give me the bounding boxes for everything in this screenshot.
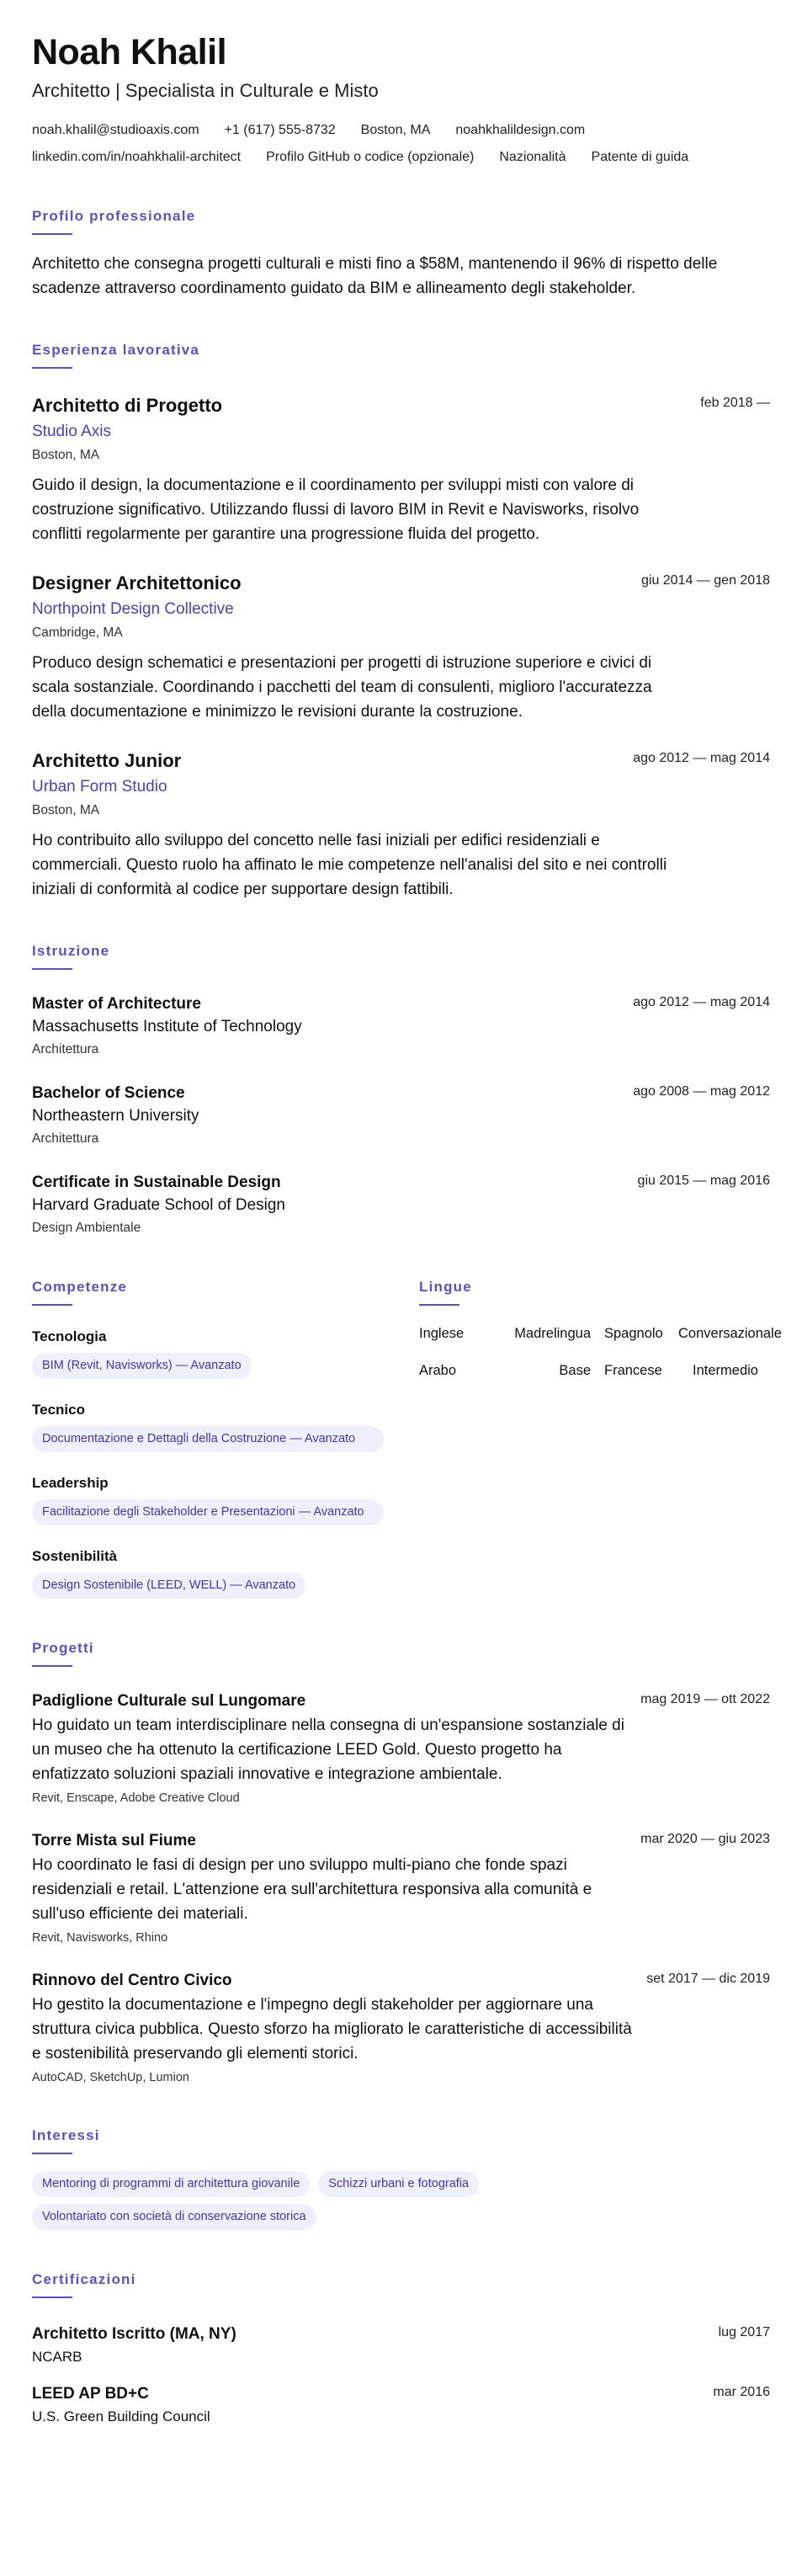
- language-table: [419, 1324, 782, 1380]
- job-description: Guido il design, la documentazione e il coordinamento per sviluppi misti con valore di costruzione significativo. Utilizzando flussi di lavoro BIM in Revit e Navisworks, risolvo conflitti regolarmente per garantire una progressione fluida del progetto.: [32, 476, 640, 543]
- contact-license: Patente di guida: [591, 150, 689, 164]
- section-title-skills: Competenze: [32, 1279, 128, 1295]
- interest-list: [32, 2171, 554, 2230]
- job-location: Boston, MA: [32, 803, 100, 817]
- section-title-summary: Profilo professionale: [32, 208, 196, 224]
- skill-pill: Documentazione e Dettagli della Costruzione — Avanzato: [32, 1426, 384, 1452]
- section-divider: [32, 367, 72, 369]
- education-date: ago 2012 — mag 2014: [633, 995, 770, 1009]
- interest-pill: Volontariato con società di conservazione storica: [32, 2204, 316, 2230]
- job-entry: [32, 572, 770, 724]
- skill-category: Tecnico: [32, 1402, 85, 1418]
- contact-location: Boston, MA: [360, 123, 431, 137]
- contact-phone[interactable]: +1 (617) 555-8732: [224, 123, 336, 137]
- section-divider: [32, 2297, 72, 2298]
- section-divider: [32, 1665, 72, 1667]
- summary-section: [32, 207, 770, 301]
- job-date: giu 2014 — gen 2018: [640, 573, 770, 588]
- education-degree: Certificate in Sustainable Design: [32, 1174, 281, 1191]
- candidate-name: Noah Khalil: [32, 32, 227, 72]
- skills-section: [32, 1278, 419, 1599]
- skill-pill: BIM (Revit, Navisworks) — Avanzato: [32, 1353, 252, 1379]
- language-level: Conversazionale: [678, 1326, 782, 1341]
- education-entry: [32, 993, 770, 1059]
- experience-section: [32, 341, 770, 902]
- project-title: Torre Mista sul Fiume: [32, 1832, 196, 1850]
- section-divider: [32, 968, 72, 970]
- certification-org: NCARB: [32, 2349, 82, 2365]
- language-level: Base: [559, 1363, 591, 1378]
- education-school: Harvard Graduate School of Design: [32, 1196, 285, 1214]
- project-date: mar 2020 — giu 2023: [640, 1832, 770, 1846]
- certification-name: Architetto Iscritto (MA, NY): [32, 2325, 236, 2343]
- language-name: Arabo: [419, 1363, 457, 1378]
- section-title-certifications: Certificazioni: [32, 2271, 136, 2287]
- project-description: Ho coordinato le fasi di design per uno sviluppo multi-piano che fonde spazi residenziali e retail. L'attenzione era sull'architettura responsiva alla comunità e sull'uso efficiente dei materiali.: [32, 1856, 592, 1923]
- skills-languages-row: [32, 1278, 782, 1599]
- education-entry: [32, 1172, 770, 1237]
- certification-org: U.S. Green Building Council: [32, 2408, 210, 2424]
- project-date: set 2017 — dic 2019: [646, 1972, 770, 1986]
- education-date: ago 2008 — mag 2012: [633, 1084, 770, 1099]
- resume-header: [32, 30, 770, 167]
- contact-list: [32, 121, 770, 167]
- contact-nationality: Nazionalità: [499, 150, 566, 164]
- section-title-experience: Esperienza lavorativa: [32, 342, 200, 358]
- language-name: Spagnolo: [604, 1326, 663, 1341]
- project-tools: Revit, Navisworks, Rhino: [32, 1931, 168, 1945]
- languages-section: [419, 1278, 782, 1599]
- job-description: Ho contribuito allo sviluppo del concetto nelle fasi iniziali per edifici residenziali e commerciali. Questo ruolo ha affinato le mie competenze nell'analisi del sito e nei controlli iniziali di conformità al codice per supportare design fattibili.: [32, 832, 667, 898]
- job-date: feb 2018 —: [700, 396, 770, 410]
- job-description: Produco design schematici e presentazioni per progetti di istruzione superiore e civici di scala sostanziale. Coordinando i pacchetti del team di consulenti, miglioro l'accuratezza della documentazione e minimizzo le revisioni durante la costruzione.: [32, 654, 652, 721]
- education-date: giu 2015 — mag 2016: [637, 1174, 770, 1188]
- project-description: Ho gestito la documentazione e l'impegno degli stakeholder per aggiornare una struttura civica pubblica. Questo sforzo ha migliorato le caratteristiche di accessibilità e sostenibilità preservando gli elementi storici.: [32, 1996, 632, 2062]
- job-entry: [32, 749, 770, 902]
- education-field: Design Ambientale: [32, 1221, 141, 1235]
- education-field: Architettura: [32, 1131, 99, 1146]
- candidate-headline: Architetto | Specialista in Culturale e Misto: [32, 80, 379, 101]
- job-title: Designer Architettonico: [32, 572, 242, 593]
- section-title-interests: Interessi: [32, 2127, 100, 2143]
- interest-pill: Mentoring di programmi di architettura giovanile: [32, 2171, 310, 2197]
- education-school: Northeastern University: [32, 1107, 199, 1125]
- project-date: mag 2019 — ott 2022: [640, 1692, 770, 1706]
- contact-website[interactable]: noahkhalildesign.com: [455, 123, 586, 137]
- contact-email[interactable]: noah.khalil@studioaxis.com: [32, 123, 199, 137]
- job-company: Northpoint Design Collective: [32, 600, 234, 618]
- skill-group: [32, 1328, 419, 1379]
- skill-group: [32, 1474, 419, 1525]
- section-title-languages: Lingue: [419, 1279, 472, 1295]
- project-title: Padiglione Culturale sul Lungomare: [32, 1692, 306, 1710]
- language-row: [419, 1361, 770, 1380]
- job-location: Boston, MA: [32, 448, 100, 462]
- project-title: Rinnovo del Centro Civico: [32, 1972, 232, 1989]
- section-divider: [419, 1304, 459, 1306]
- section-title-projects: Progetti: [32, 1640, 94, 1656]
- language-name: Francese: [604, 1363, 662, 1378]
- skill-pill: Design Sostenibile (LEED, WELL) — Avanzato: [32, 1573, 305, 1599]
- education-degree: Master of Architecture: [32, 995, 201, 1013]
- education-section: [32, 942, 770, 1237]
- project-entry: [32, 1970, 770, 2086]
- skill-group: [32, 1547, 419, 1599]
- project-description: Ho guidato un team interdisciplinare nella consegna di un'espansione sostanziale di un museo che ha ottenuto la certificazione LEED Gold. Questo progetto ha enfatizzato soluzioni spaziali innovative e integrazione ambientale.: [32, 1716, 624, 1783]
- project-entry: [32, 1690, 770, 1807]
- certification-date: mar 2016: [713, 2385, 770, 2399]
- education-entry: [32, 1083, 770, 1148]
- certification-date: lug 2017: [718, 2325, 770, 2339]
- section-divider: [32, 2153, 72, 2154]
- project-tools: Revit, Enscape, Adobe Creative Cloud: [32, 1791, 240, 1805]
- section-title-education: Istruzione: [32, 943, 110, 959]
- education-school: Massachusetts Institute of Technology: [32, 1018, 302, 1035]
- section-divider: [32, 233, 72, 235]
- skill-group: [32, 1401, 419, 1452]
- job-date: ago 2012 — mag 2014: [633, 751, 770, 765]
- certifications-section: [32, 2270, 770, 2426]
- contact-linkedin[interactable]: linkedin.com/in/noahkhalil-architect: [32, 150, 242, 164]
- language-level: Intermedio: [693, 1363, 758, 1378]
- job-title: Architetto di Progetto: [32, 395, 223, 416]
- project-tools: AutoCAD, SketchUp, Lumion: [32, 2071, 189, 2084]
- section-divider: [32, 1304, 72, 1306]
- skill-category: Leadership: [32, 1475, 109, 1491]
- certification-name: LEED AP BD+C: [32, 2385, 149, 2403]
- interests-section: [32, 2126, 770, 2230]
- interest-pill: Schizzi urbani e fotografia: [318, 2171, 479, 2197]
- language-level: Madrelingua: [514, 1326, 591, 1341]
- skill-category: Sostenibilità: [32, 1548, 118, 1564]
- job-company: Urban Form Studio: [32, 778, 167, 796]
- certification-entry: [32, 2323, 770, 2366]
- job-title: Architetto Junior: [32, 750, 182, 771]
- job-entry: [32, 394, 770, 546]
- education-field: Architettura: [32, 1042, 99, 1056]
- certification-entry: [32, 2383, 770, 2426]
- project-entry: [32, 1830, 770, 1946]
- language-row: [419, 1324, 782, 1343]
- skill-category: Tecnologia: [32, 1328, 107, 1344]
- projects-section: [32, 1639, 770, 2086]
- skill-pill: Facilitazione degli Stakeholder e Presentazioni — Avanzato: [32, 1499, 384, 1525]
- education-degree: Bachelor of Science: [32, 1084, 185, 1102]
- job-location: Cambridge, MA: [32, 625, 123, 640]
- contact-github[interactable]: Profilo GitHub o codice (opzionale): [266, 150, 475, 164]
- job-company: Studio Axis: [32, 423, 111, 440]
- summary-text: Architetto che consegna progetti culturali e misti fino a $58M, mantenendo il 96% di rispetto delle scadenze attraverso coordinamento guidato da BIM e allineamento degli stakeholder.: [32, 255, 718, 297]
- language-name: Inglese: [419, 1326, 465, 1341]
